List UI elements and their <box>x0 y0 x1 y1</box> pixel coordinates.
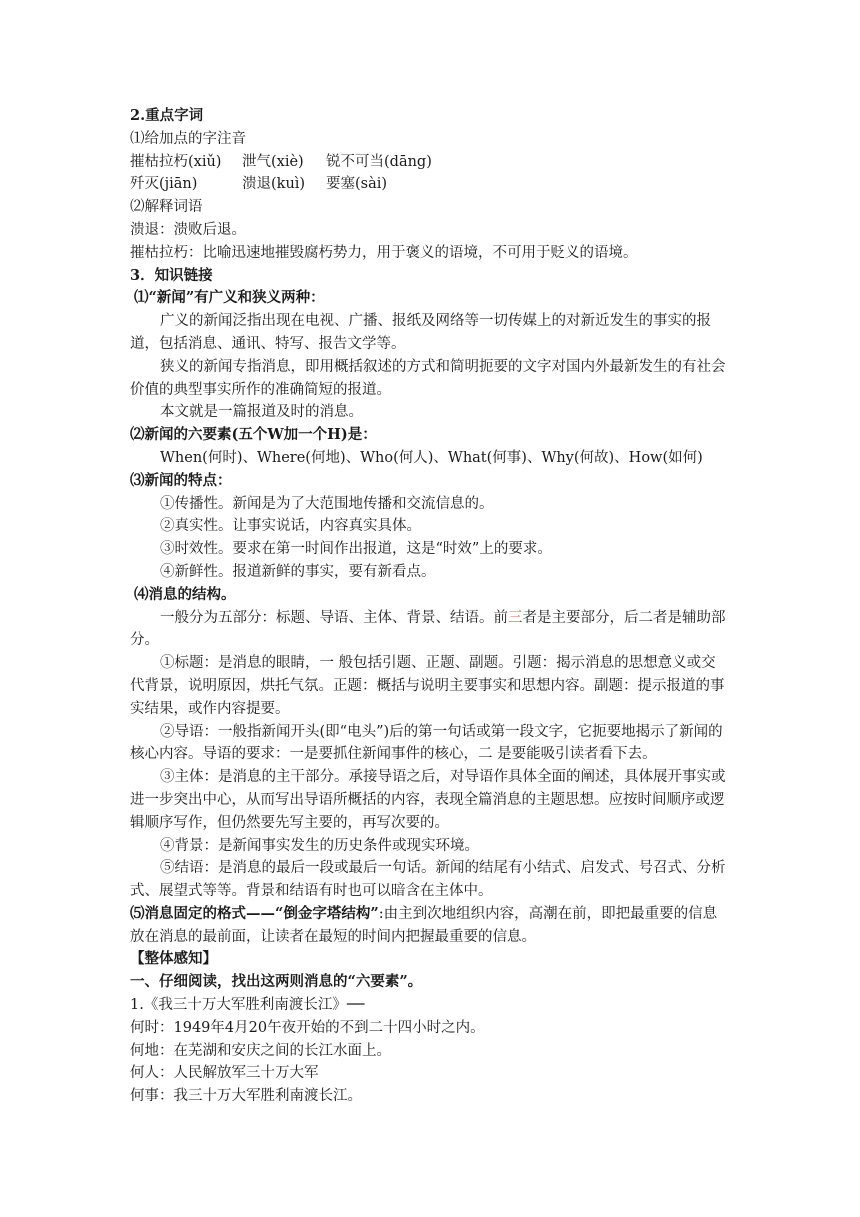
pronunciation-row-2 <box>130 173 730 196</box>
section-title-overall: 【整体感知】 <box>130 950 217 968</box>
feature-item: ④新鲜性。报道新鲜的事实，要有新看点。 <box>160 563 436 580</box>
paragraph-conclusion-part: ⑤结语：是消息的最后一段或最后一句话。新闻的结尾有小结式、启发式、号召式、分析式、展望式等等。背景和结语有时也可以暗含在主体中。 <box>130 860 726 900</box>
structure-text-b: 者是主要部分，后二者是辅助部分。 <box>130 609 726 649</box>
word-item: 摧枯拉朽(xiǔ) <box>130 153 222 170</box>
structure-text-highlight: 三 <box>508 609 523 626</box>
paragraph-lead-part: ②导语：一般指新闻开头(即“电头”)后的第一句话或第一段文字，它扼要地揭示了新闻的核心内容。导语的要求：一是要抓住新闻事件的核心，二 是要能吸引读者看下去。 <box>130 723 723 763</box>
section-title-knowledge: 3．知识链接 <box>130 266 213 284</box>
paragraph-body-part: ③主体：是消息的主干部分。承接导语之后，对导语作具体全面的阐述，具体展开事实或进一步突出中心，从而写出导语所概括的内容，表现全篇消息的主题思想。应按时间顺序或逻辑顺序写作，但仍然要先写主要的，再写次要的。 <box>130 769 726 831</box>
answer-what: 何事：我三十万大军胜利南渡长江。 <box>130 1088 362 1105</box>
word-item: 泄气(xiè) <box>242 153 304 170</box>
document-content <box>130 105 730 1108</box>
heading-structure: ⑷消息的结构。 <box>134 585 236 603</box>
word-item: 溃退(kuì) <box>242 176 306 193</box>
feature-item: ②真实性。让事实说话，内容真实具体。 <box>160 518 421 535</box>
feature-item: ①传播性。新闻是为了大范围地传播和交流信息的。 <box>160 495 494 512</box>
paragraph: 广义的新闻泛指出现在电视、广播、报纸及网络等一切传媒上的对新近发生的事实的报道，包括消息、通讯、特写、报告文学等。 <box>130 313 711 352</box>
paragraph: 狭义的新闻专指消息，即用概括叙述的方式和简明扼要的文字对国内外最新发生的有社会价值的典型事实所作的准确简短的报道。 <box>130 358 726 398</box>
paragraph-background-part: ④背景：是新闻事实发生的历史条件或现实环境。 <box>160 837 479 854</box>
heading-pyramid: ⑸消息固定的格式——“倒金字塔结构” <box>130 904 379 922</box>
list-item: 1.《我三十万大军胜利南渡长江》── <box>130 997 365 1014</box>
word-item: 要塞(sài) <box>326 176 388 193</box>
structure-text-a: 一般分为五部分：标题、导语、主体、背景、结语。前 <box>160 609 508 626</box>
paragraph-structure <box>130 607 730 653</box>
definition-item: 摧枯拉朽：比喻迅速地摧毁腐朽势力，用于褒义的语境，不可用于贬义的语境。 <box>130 244 638 261</box>
question-heading: 一、仔细阅读，找出这两则消息的“六要素”。 <box>130 973 423 991</box>
definition-item: 溃退：溃败后退。 <box>130 221 246 238</box>
heading-news-features: ⑶新闻的特点： <box>130 471 232 489</box>
word-item: 歼灭(jiān) <box>130 176 198 193</box>
answer-when: 何时：1949年4月20午夜开始的不到二十四小时之内。 <box>130 1019 485 1036</box>
feature-item: ③时效性。要求在第一时间作出报道，这是“时效”上的要求。 <box>160 541 552 558</box>
paragraph-title-part: ①标题：是消息的眼睛，一 般包括引题、正题、副题。引题：揭示消息的思想意义或交代背景，说明原因，烘托气氛。正题：概括与说明主要事实和思想内容。副题：提示报道的事实结果，或作内容提要。 <box>130 655 725 717</box>
subheading-definitions: ⑵解释词语 <box>130 199 203 216</box>
pyramid-text: :由主到次地组织内容，高潮在前，即把最重要的信息放在消息的最前面，让读者在最短的时间内把握最重要的信息。 <box>130 905 718 945</box>
paragraph-six-elements: When(何时)、Where(何地)、Who(何人)、What(何事)、Why(何故)、How(如何) <box>160 449 703 466</box>
pronunciation-row-1 <box>130 151 730 174</box>
answer-where: 何地：在芜湖和安庆之间的长江水面上。 <box>130 1042 391 1059</box>
word-item: 锐不可当(dāng) <box>326 153 432 170</box>
paragraph: 本文就是一篇报道及时的消息。 <box>160 404 363 421</box>
answer-who: 何人：人民解放军三十万大军 <box>130 1065 319 1082</box>
heading-six-elements: ⑵新闻的六要素(五个W加一个H)是： <box>130 426 377 444</box>
heading-news-types: ⑴“新闻”有广义和狭义两种： <box>134 289 325 307</box>
subheading-pronunciation: ⑴给加点的字注音 <box>130 130 246 147</box>
paragraph-pyramid <box>130 903 730 949</box>
section-title-key-words: 2.重点字词 <box>130 107 204 124</box>
